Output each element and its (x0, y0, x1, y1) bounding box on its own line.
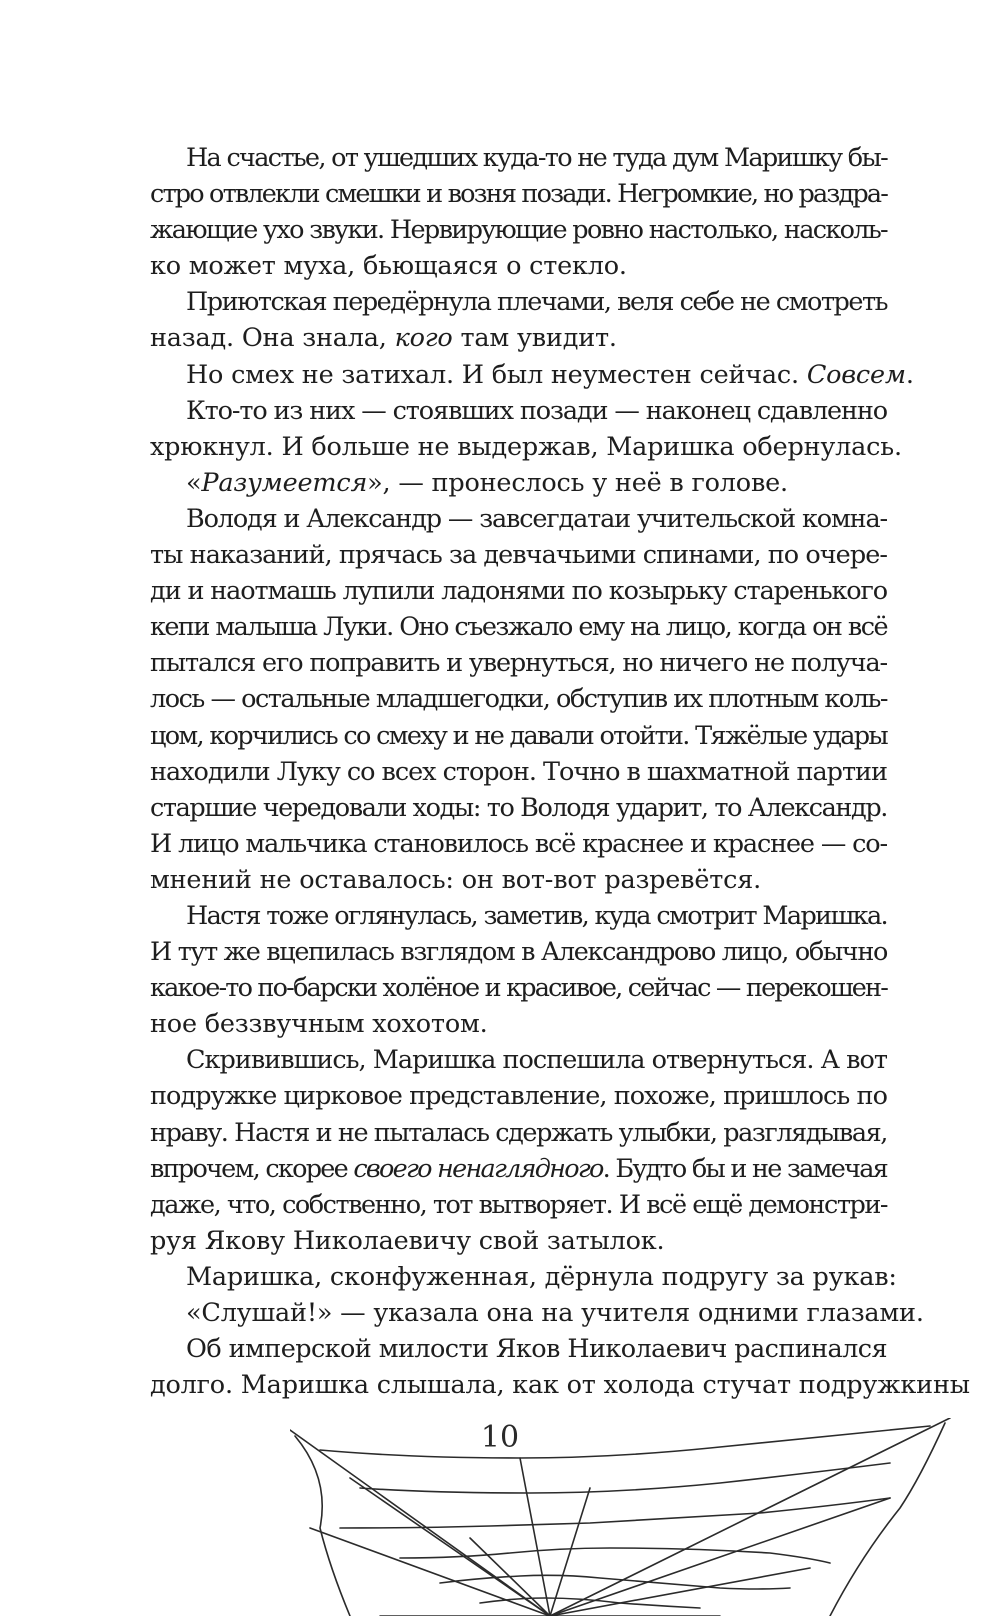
text-segment: « (186, 467, 202, 498)
text-segment: Кто-то из них — стоявших позади — наконец сдавленно (186, 395, 888, 426)
text-segment: кепи малыша Луки. Оно съезжало ему на лицо, когда он всё (150, 612, 887, 643)
text-line (150, 393, 887, 429)
paragraph (150, 284, 887, 356)
text-segment: И тут же вцепилась взглядом в Александрово лицо, обычно (150, 937, 887, 968)
text-segment: ди и наотмашь лупили ладонями по козырьку старенького (150, 576, 887, 607)
text-line (150, 1367, 970, 1403)
text-segment: хрюкнул. И больше не выдержав, Маришка обернулась. (150, 431, 902, 462)
italic-text: Совсем (806, 359, 906, 390)
web-arc (320, 1426, 930, 1458)
paragraph (150, 1259, 897, 1295)
text-line (150, 862, 887, 898)
text-segment: И лицо мальчика становилось всё краснее и краснее — со- (150, 828, 887, 859)
text-line (150, 1151, 887, 1187)
text-line (150, 1223, 887, 1259)
text-segment: », — пронеслось у неё в голове. (367, 467, 788, 498)
text-line (150, 790, 887, 826)
italic-text: своего ненаглядного (353, 1153, 603, 1184)
paragraph (150, 1042, 887, 1259)
text-segment: старшие чередовали ходы: то Володя ударит, то Александр. (150, 792, 887, 823)
text-segment: мнений не оставалось: он вот-вот разревётся. (150, 864, 762, 895)
text-segment: Маришка, сконфуженная, дёрнула подругу за рукав: (186, 1261, 897, 1292)
text-line (150, 754, 887, 790)
web-thread (350, 1478, 550, 1616)
text-segment: ко может муха, бьющаяся о стекло. (150, 251, 627, 282)
text-line (150, 320, 887, 356)
text-segment: стро отвлекли смешки и возня позади. Негромкие, но раздра- (150, 179, 887, 210)
paragraph (150, 140, 887, 284)
paragraph (150, 501, 887, 898)
text-segment: находили Луку со всех сторон. Точно в шахматной партии (150, 756, 887, 787)
text-segment: Володя и Александр — завсегдатаи учительской комна- (186, 503, 887, 534)
text-segment: жающие ухо звуки. Нервирующие ровно настолько, насколь- (150, 215, 887, 246)
text-line (150, 1187, 887, 1223)
text-line (150, 645, 887, 681)
paragraph (150, 357, 914, 393)
paragraph (150, 393, 902, 465)
text-line (150, 248, 887, 284)
text-segment: какое-то по-барски холёное и красивое, сейчас — перекошен- (150, 973, 887, 1004)
body-text (150, 140, 970, 1403)
text-line (150, 718, 887, 754)
text-segment: . Будто бы и не замечая (602, 1153, 887, 1184)
web-thread (550, 1418, 950, 1616)
text-line (150, 429, 902, 465)
text-segment: назад. Она знала, (150, 323, 395, 354)
text-line (150, 176, 887, 212)
paragraph (150, 898, 887, 1042)
paragraph (150, 465, 887, 501)
paragraph (150, 1295, 924, 1331)
web-thread (550, 1568, 810, 1616)
text-segment: нраву. Настя и не пыталась сдержать улыбки, разглядывая, (150, 1117, 887, 1148)
web-arc (830, 1423, 945, 1616)
text-segment: Но смех не затихал. И был неуместен сейчас. (186, 359, 807, 390)
text-segment: руя Якову Николаевичу свой затылок. (150, 1225, 665, 1256)
page-number: 10 (480, 1420, 520, 1455)
text-segment: На счастье, от ушедших куда-то не туда дум Маришку бы- (186, 143, 887, 173)
text-line (150, 1078, 887, 1114)
web-thread (310, 1528, 550, 1616)
text-segment: ты наказаний, прячась за девчачьими спинами, по очере- (150, 540, 887, 571)
text-segment: пытался его поправить и увернуться, но ничего не получа- (150, 648, 887, 679)
text-segment: Приютская передёрнула плечами, веля себе не смотреть (186, 287, 887, 318)
text-line (150, 681, 887, 717)
text-segment: Об имперской милости Яков Николаевич распинался (186, 1334, 887, 1365)
text-line (150, 1295, 924, 1331)
text-line (150, 1331, 887, 1367)
web-thread (550, 1488, 590, 1616)
text-line (150, 970, 887, 1006)
text-line (150, 826, 887, 862)
text-line (150, 140, 887, 176)
web-arc (340, 1498, 890, 1528)
text-line (150, 609, 887, 645)
italic-text: Разумеется (201, 467, 368, 498)
text-line (150, 1259, 897, 1295)
text-line (150, 212, 887, 248)
paragraph (150, 1331, 970, 1403)
text-segment: лось — остальные младшегодки, обступив их плотным коль- (150, 684, 887, 715)
text-segment: «Слушай!» — указала она на учителя одними глазами. (186, 1298, 924, 1328)
italic-text: кого (394, 323, 453, 354)
spiderweb-ornament (290, 1418, 970, 1616)
text-line (150, 357, 914, 393)
text-segment: впрочем, скорее (150, 1153, 354, 1184)
text-segment: цом, корчились со смеху и не давали отойти. Тяжёлые удары (150, 720, 887, 751)
text-segment: долго. Маришка слышала, как от холода стучат подружкины (150, 1370, 970, 1401)
text-line (150, 465, 887, 501)
web-thread (520, 1458, 550, 1616)
text-line (150, 1042, 887, 1078)
text-segment: даже, что, собственно, тот вытворяет. И всё ещё демонстри- (150, 1189, 887, 1220)
text-segment: подружке цирковое представление, похоже, пришлось по (150, 1081, 887, 1112)
text-segment: там увидит. (452, 323, 617, 354)
text-line (150, 537, 887, 573)
text-segment: Настя тоже оглянулась, заметив, куда смотрит Маришка. (186, 900, 887, 931)
text-line (150, 284, 887, 320)
web-arc (295, 1436, 350, 1616)
text-segment: . (905, 359, 914, 390)
web-arc (360, 1463, 890, 1493)
text-segment: ное беззвучным хохотом. (150, 1009, 488, 1040)
text-line (150, 898, 887, 934)
text-line (150, 1115, 887, 1151)
text-segment: Скривившись, Маришка поспешила отвернуться. А вот (186, 1045, 887, 1076)
text-line (150, 1006, 887, 1042)
text-line (150, 573, 887, 609)
text-line (150, 934, 887, 970)
text-line (150, 501, 887, 537)
